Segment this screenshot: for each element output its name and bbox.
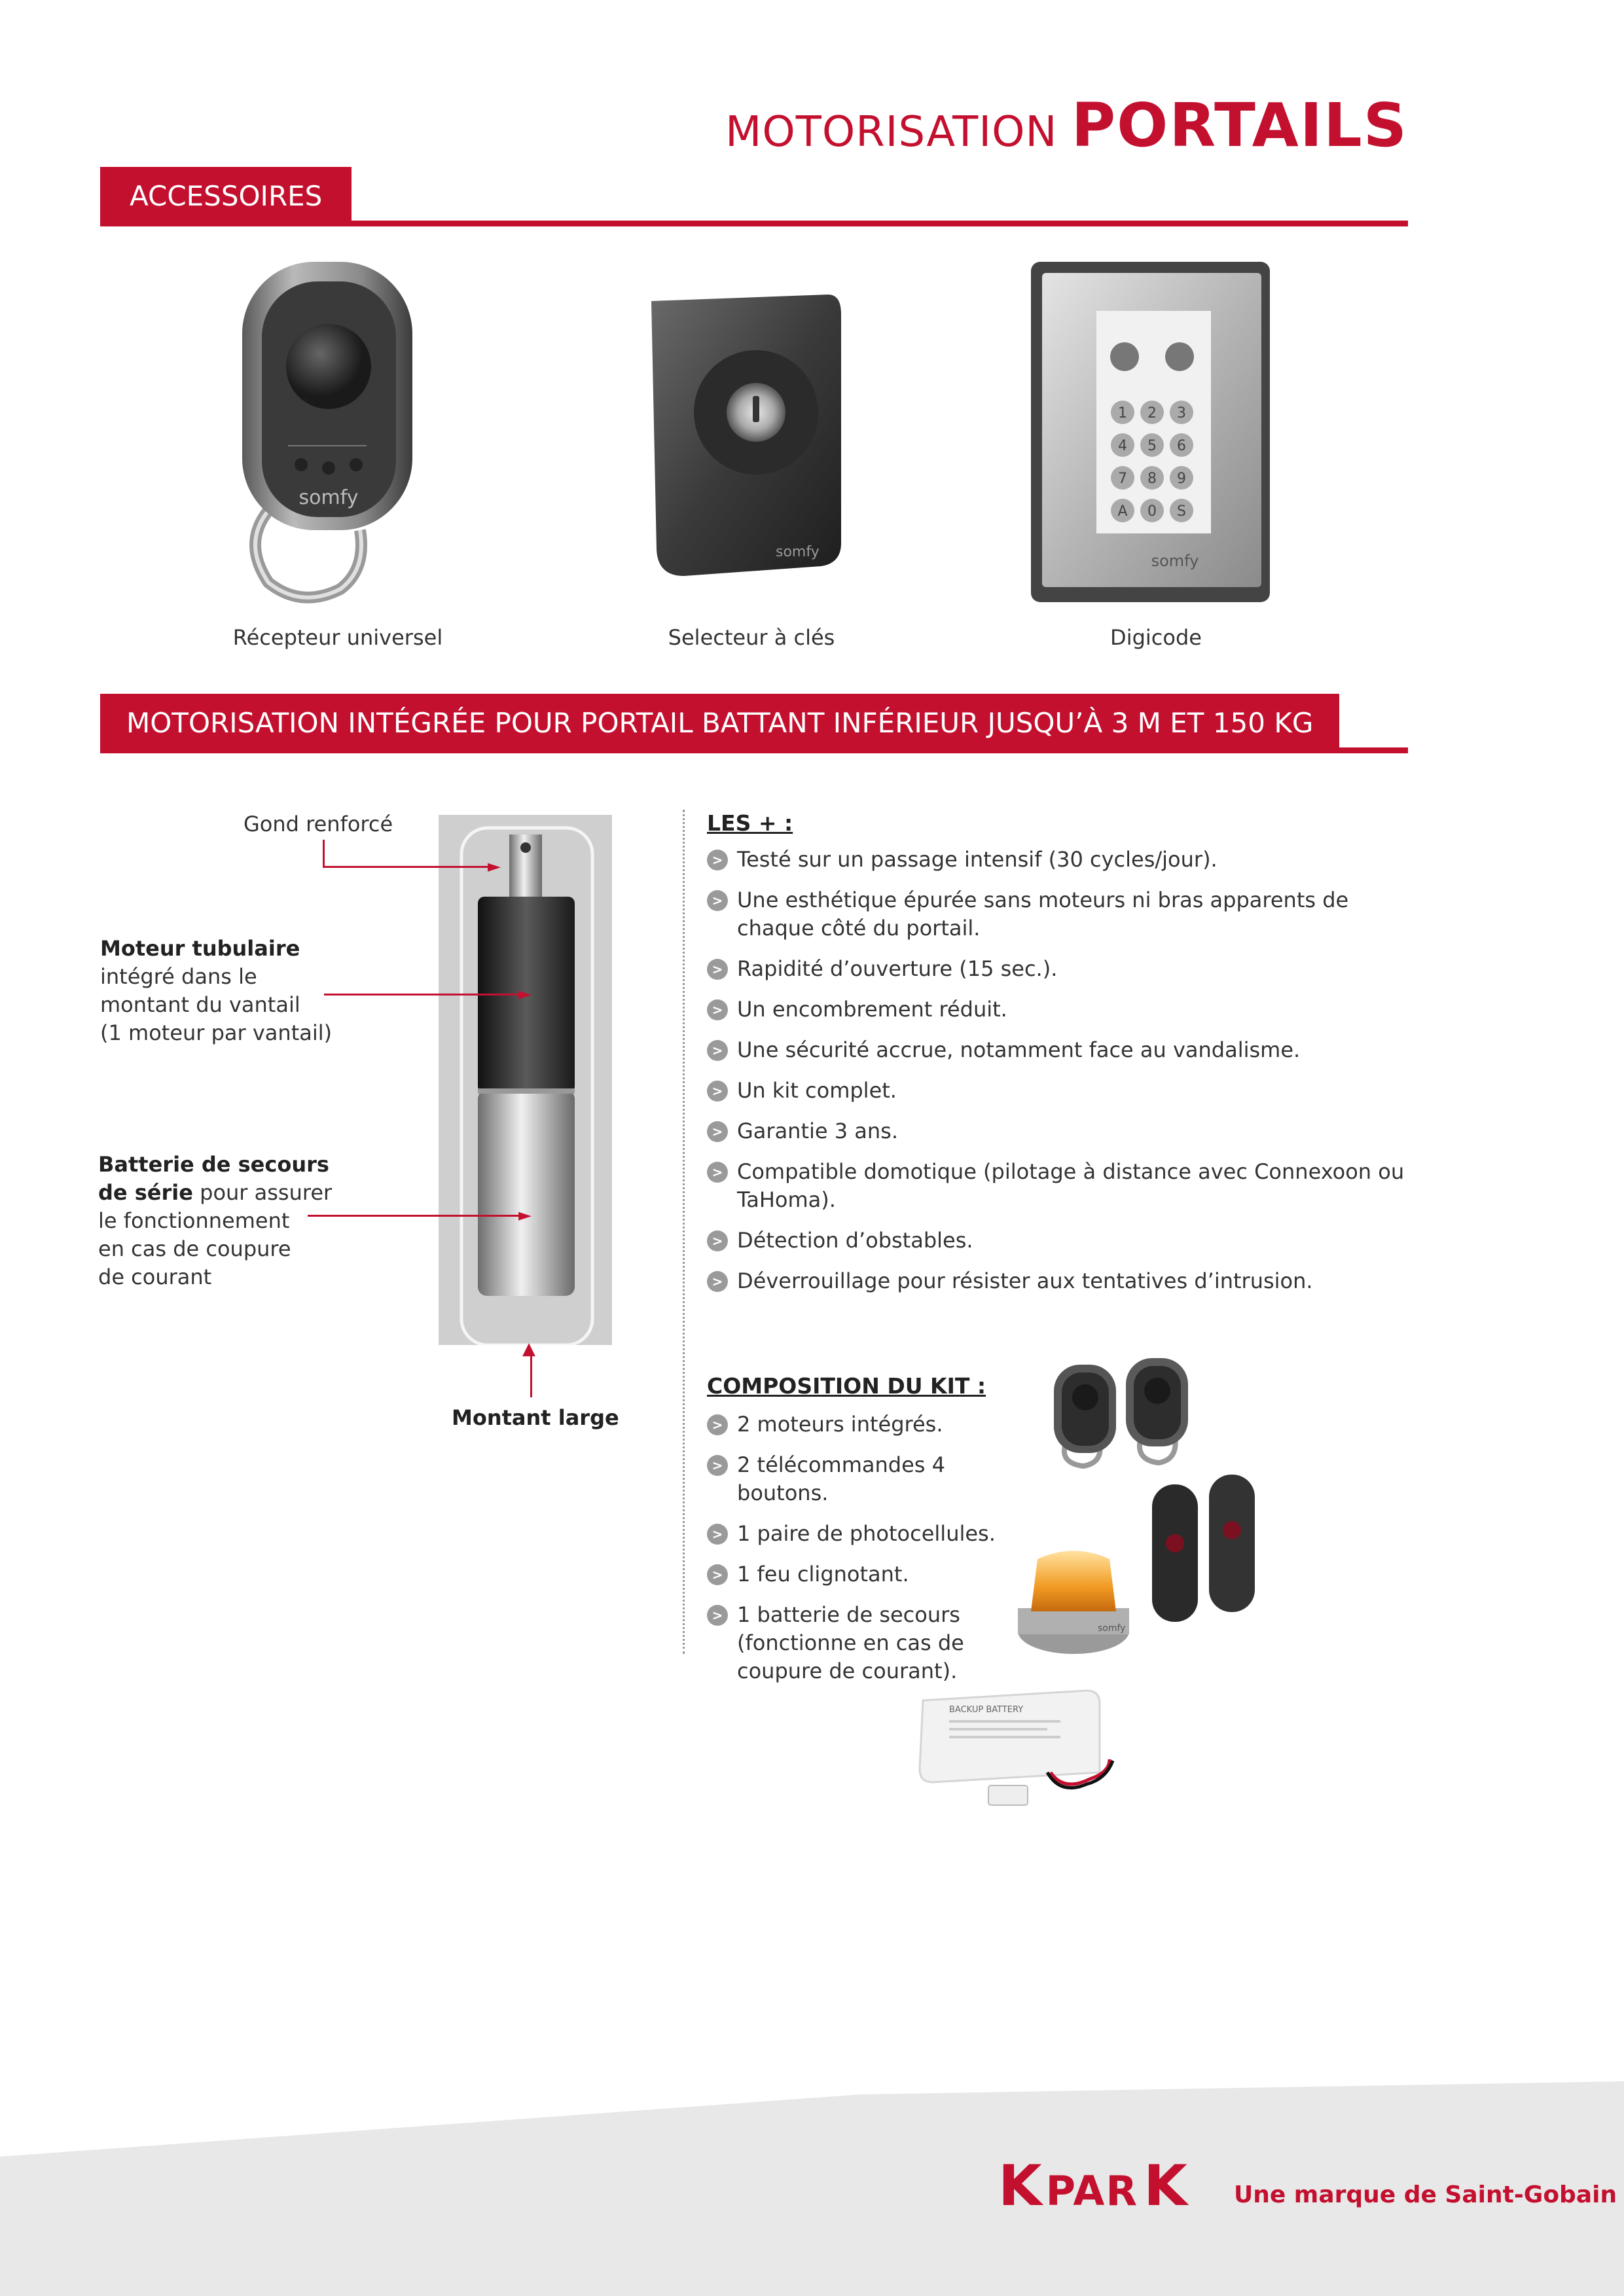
label-batterie-title: Batterie de secours bbox=[98, 1152, 329, 1177]
tubular-motor-image bbox=[439, 815, 612, 1345]
somfy-logo: somfy bbox=[1151, 552, 1199, 570]
somfy-logo: somfy bbox=[1098, 1623, 1126, 1634]
list-item: > 1 paire de photocellules. bbox=[707, 1520, 1015, 1548]
list-item: > Garantie 3 ans. bbox=[707, 1117, 1414, 1145]
somfy-logo: somfy bbox=[298, 486, 359, 509]
chevron-right-icon: > bbox=[707, 1564, 728, 1585]
chevron-right-icon: > bbox=[707, 1524, 728, 1545]
svg-text:S: S bbox=[1177, 503, 1186, 520]
chevron-right-icon: > bbox=[707, 850, 728, 870]
list-item: > Une sécurité accrue, notamment face au vandalisme. bbox=[707, 1036, 1414, 1064]
chevron-right-icon: > bbox=[707, 1605, 728, 1626]
caption-selecteur: Selecteur à clés bbox=[668, 625, 835, 650]
remote-keyfob-image bbox=[229, 255, 425, 609]
arrow-line bbox=[323, 840, 325, 867]
label-montant: Montant large bbox=[452, 1405, 619, 1430]
chevron-right-icon: > bbox=[707, 959, 728, 980]
svg-text:8: 8 bbox=[1147, 471, 1157, 487]
brand-tagline: Une marque de Saint-Gobain bbox=[1234, 2181, 1617, 2208]
list-item: > Détection d’obstables. bbox=[707, 1227, 1414, 1255]
column-divider bbox=[683, 810, 685, 1654]
section-tab-accessoires: ACCESSOIRES bbox=[100, 167, 352, 226]
chevron-right-icon: > bbox=[707, 1040, 728, 1061]
arrow-line bbox=[323, 866, 492, 868]
svg-text:9: 9 bbox=[1177, 471, 1186, 487]
label-batterie-line: de courant bbox=[98, 1265, 212, 1289]
arrow-line bbox=[308, 1215, 520, 1217]
arrow-head-icon: ► bbox=[518, 1206, 532, 1225]
brand-k1: K bbox=[998, 2153, 1041, 2219]
kit-photocells-image bbox=[1149, 1471, 1267, 1628]
somfy-logo: somfy bbox=[776, 544, 820, 560]
chevron-right-icon: > bbox=[707, 999, 728, 1020]
label-batterie bbox=[98, 1151, 332, 1291]
chevron-right-icon: > bbox=[707, 1271, 728, 1292]
brand-k2: K bbox=[1144, 2153, 1186, 2219]
digicode-image bbox=[1028, 259, 1276, 612]
section-tab-motorisation: MOTORISATION INTÉGRÉE POUR PORTAIL BATTANT INFÉRIEUR JUSQU’À 3 M ET 150 KG bbox=[100, 694, 1339, 753]
list-item: > Rapidité d’ouverture (15 sec.). bbox=[707, 955, 1414, 983]
caption-digicode: Digicode bbox=[1110, 625, 1202, 650]
label-batterie-line: pour assurer bbox=[192, 1180, 333, 1205]
chevron-right-icon: > bbox=[707, 1081, 728, 1102]
chevron-right-icon: > bbox=[707, 890, 728, 911]
svg-text:0: 0 bbox=[1147, 503, 1157, 520]
list-item: > 2 moteurs intégrés. bbox=[707, 1410, 1015, 1439]
page-title bbox=[725, 90, 1408, 160]
arrow-head-icon: ► bbox=[518, 984, 532, 1004]
kit-battery-image bbox=[913, 1681, 1116, 1821]
brand-par: PAR bbox=[1045, 2167, 1139, 2215]
svg-text:6: 6 bbox=[1177, 438, 1186, 454]
label-moteur-line: (1 moteur par vantail) bbox=[100, 1020, 333, 1045]
svg-text:4: 4 bbox=[1118, 438, 1127, 454]
svg-text:2: 2 bbox=[1147, 405, 1157, 422]
chevron-right-icon: > bbox=[707, 1162, 728, 1183]
list-item: > Une esthétique épurée sans moteurs ni bras apparents de chaque côté du portail. bbox=[707, 886, 1414, 942]
svg-text:5: 5 bbox=[1147, 438, 1157, 454]
arrow-head-up-icon: ▲ bbox=[522, 1339, 535, 1359]
label-batterie-line: le fonctionnement bbox=[98, 1208, 290, 1233]
label-moteur-line: intégré dans le bbox=[100, 964, 257, 989]
svg-text:A: A bbox=[1117, 503, 1128, 520]
chevron-right-icon: > bbox=[707, 1121, 728, 1142]
caption-recepteur: Récepteur universel bbox=[232, 625, 443, 650]
list-item: > Un encombrement réduit. bbox=[707, 996, 1414, 1024]
battery-label: BACKUP BATTERY bbox=[949, 1705, 1024, 1715]
list-item: > 2 télécommandes 4 boutons. bbox=[707, 1451, 1015, 1507]
chevron-right-icon: > bbox=[707, 1230, 728, 1251]
arrow-head-icon: ► bbox=[488, 857, 501, 876]
label-gond: Gond renforcé bbox=[244, 812, 393, 836]
label-moteur-line: montant du vantail bbox=[100, 992, 300, 1017]
list-item: > Compatible domotique (pilotage à distance avec Connexoon ou TaHoma). bbox=[707, 1158, 1414, 1214]
les-plus-heading: LES + : bbox=[707, 810, 793, 836]
label-batterie-line: en cas de coupure bbox=[98, 1236, 291, 1261]
section-rule bbox=[100, 221, 1408, 226]
chevron-right-icon: > bbox=[707, 1455, 728, 1476]
les-plus-list bbox=[707, 846, 1414, 1308]
kit-heading: COMPOSITION DU KIT : bbox=[707, 1373, 986, 1399]
key-selector-image bbox=[645, 288, 848, 576]
section-rule bbox=[100, 747, 1408, 753]
svg-text:3: 3 bbox=[1177, 405, 1186, 422]
kit-remotes-image bbox=[1047, 1358, 1198, 1469]
list-item: > Un kit complet. bbox=[707, 1077, 1414, 1105]
title-big: PORTAILS bbox=[1071, 90, 1408, 160]
list-item: > Testé sur un passage intensif (30 cycles/jour). bbox=[707, 846, 1414, 874]
kpark-logo bbox=[998, 2153, 1186, 2219]
list-item: > 1 feu clignotant. bbox=[707, 1560, 1015, 1588]
arrow-line bbox=[324, 994, 520, 996]
list-item: > Déverrouillage pour résister aux tentatives d’intrusion. bbox=[707, 1267, 1414, 1295]
label-moteur bbox=[100, 935, 332, 1047]
kit-flashing-light-image bbox=[1011, 1546, 1136, 1657]
list-item: > 1 batterie de secours (fonctionne en cas de coupure de courant). bbox=[707, 1601, 999, 1685]
chevron-right-icon: > bbox=[707, 1414, 728, 1435]
svg-text:1: 1 bbox=[1118, 405, 1127, 422]
kit-list bbox=[707, 1410, 1015, 1698]
title-small: MOTORISATION bbox=[725, 108, 1058, 156]
label-moteur-title: Moteur tubulaire bbox=[100, 936, 300, 961]
svg-text:7: 7 bbox=[1118, 471, 1127, 487]
label-batterie-title2: de série bbox=[98, 1180, 193, 1205]
